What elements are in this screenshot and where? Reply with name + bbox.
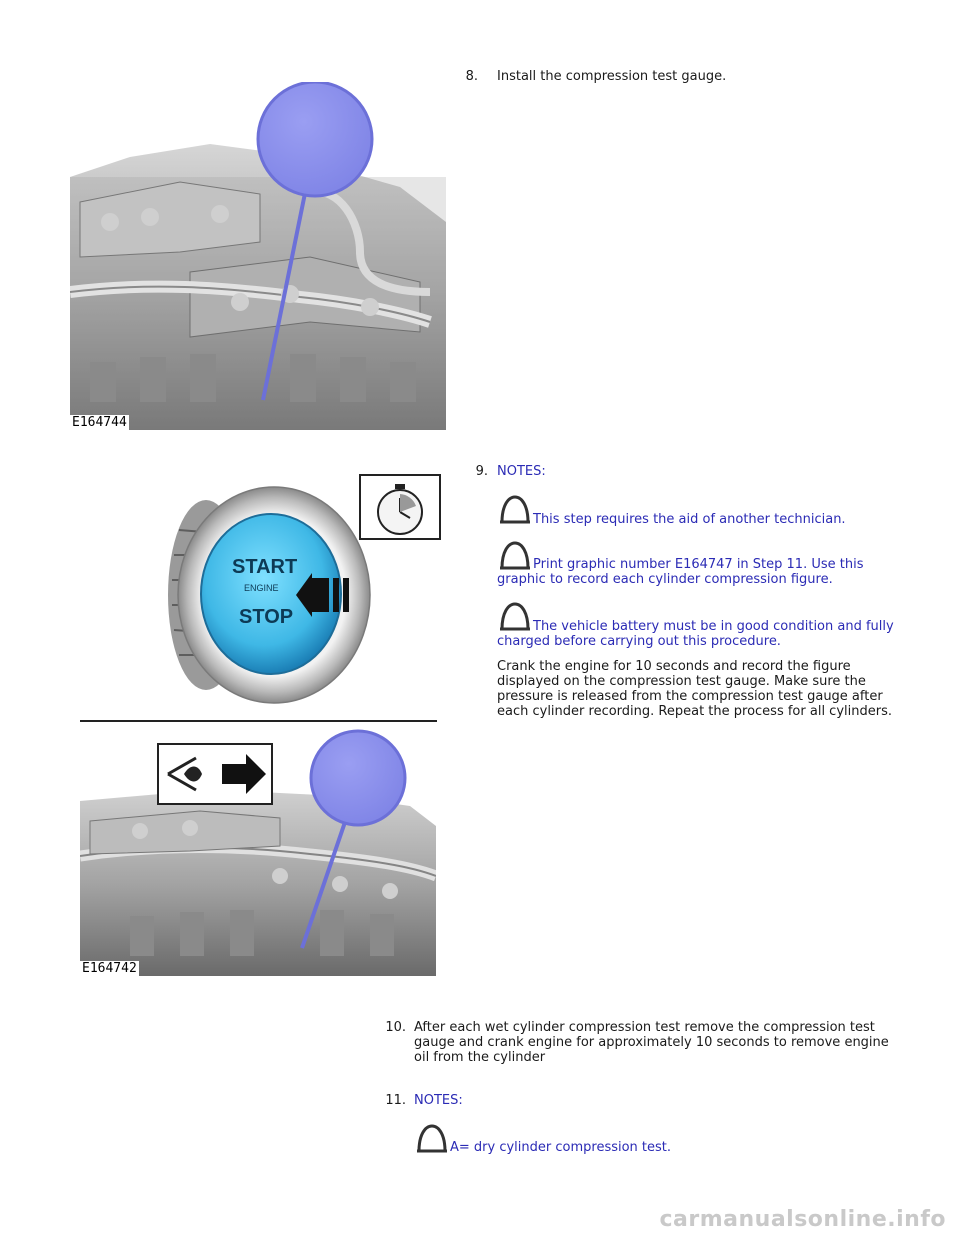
start-label: START [232,556,298,578]
caution-icon [415,1123,449,1153]
step-11-notes-label: NOTES: [414,1093,463,1108]
step-10-line-3: oil from the cylinder [414,1050,546,1065]
step-9-notes-label: NOTES: [497,464,546,479]
step-8-text: Install the compression test gauge. [497,69,727,84]
step-9-number: 9. [475,464,488,479]
step-9-body-line-4: each cylinder recording. Repeat the process for all cylinders. [497,704,892,719]
stop-label: STOP [239,606,294,628]
step-10-number: 10. [385,1020,406,1035]
caution-icon [498,540,532,570]
engine-label: ENGINE [244,583,279,593]
figure-label: E164744 [72,415,127,430]
engine-illustration-2 [80,726,436,976]
step-9-body-line-3: pressure is released from the compression test gauge after [497,689,883,704]
start-stop-button-figure [144,470,444,714]
step-11-number: 11. [385,1093,406,1108]
step-9-note-1: This step requires the aid of another technician. [533,512,846,527]
step-9-body-line-1: Crank the engine for 10 seconds and record the figure [497,659,851,674]
caution-icon [498,494,532,524]
step-9-note-3-line-1: The vehicle battery must be in good condition and fully [533,619,894,634]
engine-illustration [70,82,446,430]
engine-figure-e164744 [70,82,446,430]
figure-divider [80,720,437,722]
caution-icon [498,601,532,631]
step-10-line-2: gauge and crank engine for approximately 10 seconds to remove engine [414,1035,889,1050]
step-8-number: 8. [465,69,478,84]
step-11-note-1: A= dry cylinder compression test. [450,1140,672,1155]
step-10-line-1: After each wet cylinder compression test remove the compression test [414,1020,875,1035]
step-9-body-line-2: displayed on the compression test gauge. Make sure the [497,674,866,689]
step-9-note-3-line-2: charged before carrying out this procedure. [497,634,781,649]
start-stop-illustration [144,470,444,714]
step-9-note-2-line-2: graphic to record each cylinder compression figure. [497,572,833,587]
step-9-note-2-line-1: Print graphic number E164747 in Step 11. Use this [533,557,864,572]
engine-figure-e164742 [80,726,436,976]
figure-label: E164742 [82,961,137,976]
watermark: carmanualsonline.info [659,1207,946,1232]
